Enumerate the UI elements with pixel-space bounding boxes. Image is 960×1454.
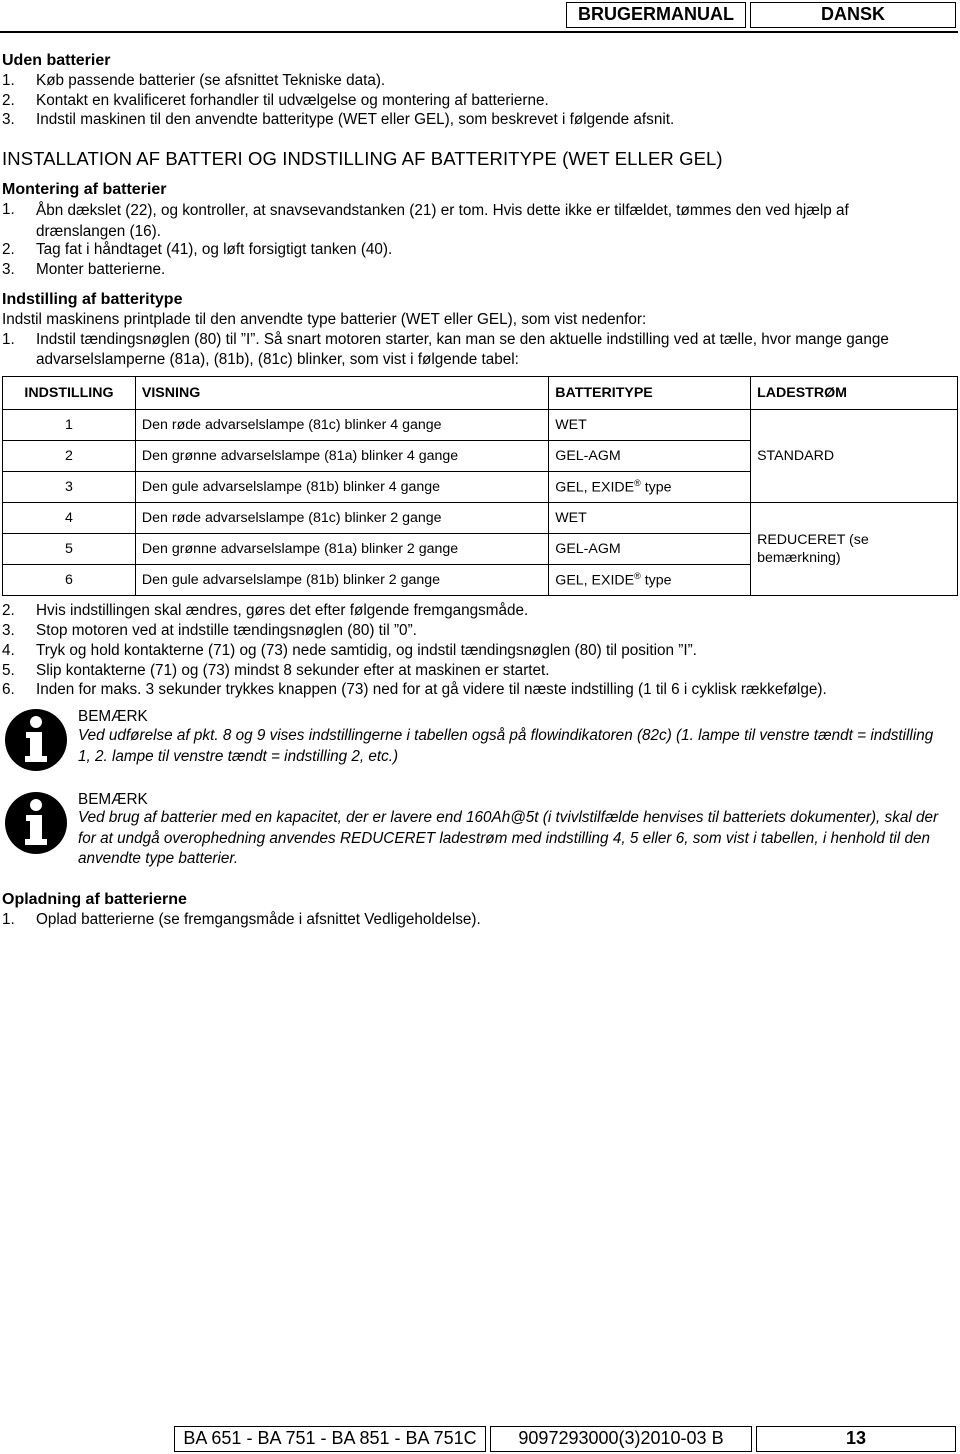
list-number: 5. [2, 662, 15, 679]
column-header-batteritype: BATTERITYPE [549, 377, 751, 410]
section-title-uden-batterier: Uden batterier [2, 52, 111, 69]
list-number: 1. [2, 331, 15, 348]
cell-display: Den røde advarselslampe (81c) blinker 4 gange [135, 410, 548, 441]
list-number: 3. [2, 622, 15, 639]
list-item: Køb passende batterier (se afsnittet Tekniske data). [36, 72, 386, 89]
cell-battery-type: GEL-AGM [549, 534, 751, 565]
list-item: Kontakt en kvalificeret forhandler til udvælgelse og montering af batterierne. [36, 92, 549, 109]
section-heading-installation: INSTALLATION AF BATTERI OG INDSTILLING AF BATTERITYPE (WET ELLER GEL) [2, 148, 723, 169]
list-number: 2. [2, 602, 15, 619]
column-header-visning: VISNING [135, 377, 548, 410]
list-number: 6. [2, 681, 15, 698]
step1-first-part: Indstil tændingsnøglen (80) til ”I”. [36, 331, 264, 348]
list-item: Stop motoren ved at indstille tændingsnøglen (80) til ”0”. [36, 622, 417, 639]
list-item: Slip kontakterne (71) og (73) mindst 8 sekunder efter at maskinen er startet. [36, 662, 550, 679]
note-body: Ved brug af batterier med en kapacitet, der er lavere end 160Ah@5t (i tvivlstilfælde henvises til batteriets dokumenter), skal der for at undgå overophedning anvendes REDUCERET ladestrøm med indstilling 4, 5 eller 6, som vist i tabellen, i henhold til den anvendte type batterier. [78, 809, 939, 867]
note-body: Ved udførelse af pkt. 8 og 9 vises indstillingerne i tabellen også på flowindikatoren (82c) (1. lampe til venstre tændt = indstilling 1, 2. lampe til venstre tændt = indstilling 2, etc.) [78, 727, 934, 765]
header-language: DANSK [750, 2, 956, 28]
header-rule [0, 31, 958, 33]
list-item: Åbn dækslet (22), og kontroller, at snavsevandstanken (21) er tom. Hvis dette ikke er tilfældet, tømmes den ved hjælp af drænslangen (16). [36, 202, 849, 240]
cell-display: Den gule advarselslampe (81b) blinker 4 gange [135, 472, 548, 503]
info-icon [4, 791, 68, 855]
list-item: Hvis indstillingen skal ændres, gøres det efter følgende fremgangsmåde. [36, 602, 529, 619]
list-number: 2. [2, 92, 15, 109]
cell-battery-type: WET [549, 503, 751, 534]
cell-battery-type: WET [549, 410, 751, 441]
cell-setting: 2 [3, 441, 136, 472]
list-item [36, 330, 956, 370]
note-title: BEMÆRK [78, 791, 148, 808]
note-title: BEMÆRK [78, 708, 148, 725]
table-row [3, 503, 958, 534]
list-number: 2. [2, 241, 15, 258]
battery-type-suffix: type [640, 479, 672, 496]
cell-charge-standard: STANDARD [751, 410, 958, 503]
list-number: 4. [2, 642, 15, 659]
cell-setting: 1 [3, 410, 136, 441]
cell-setting: 5 [3, 534, 136, 565]
list-number: 1. [2, 72, 15, 89]
list-number: 1. [2, 201, 15, 218]
cell-display: Den grønne advarselslampe (81a) blinker 2 gange [135, 534, 548, 565]
cell-battery-type: GEL-AGM [549, 441, 751, 472]
list-number: 1. [2, 911, 15, 928]
cell-display: Den røde advarselslampe (81c) blinker 2 gange [135, 503, 548, 534]
list-number: 3. [2, 111, 15, 128]
registered-mark: ® [634, 571, 641, 582]
footer-page-number: 13 [756, 1426, 956, 1452]
section-title-opladning: Opladning af batterierne [2, 891, 187, 908]
footer-doc-code: 9097293000(3)2010-03 B [490, 1426, 752, 1452]
cell-setting: 4 [3, 503, 136, 534]
list-item: Inden for maks. 3 sekunder trykkes knappen (73) ned for at gå videre til næste indstilling (1 til 6 i cyklisk rækkefølge). [36, 681, 827, 698]
battery-type-text: GEL, EXIDE [555, 479, 635, 496]
column-header-indstilling: INDSTILLING [3, 377, 136, 410]
cell-battery-type [549, 565, 751, 596]
battery-type-text: GEL, EXIDE [555, 572, 635, 589]
table-row [3, 410, 958, 441]
cell-setting: 6 [3, 565, 136, 596]
indstilling-intro: Indstil maskinens printplade til den anvendte type batterier (WET eller GEL), som vist nedenfor: [2, 311, 647, 328]
battery-type-suffix: type [640, 572, 672, 589]
footer-models: BA 651 - BA 751 - BA 851 - BA 751C [174, 1426, 486, 1452]
subsection-title-montering: Montering af batterier [2, 181, 167, 198]
header-manual-title: BRUGERMANUAL [566, 2, 746, 28]
cell-battery-type [549, 472, 751, 503]
info-icon [4, 708, 68, 772]
battery-settings-table [2, 376, 958, 596]
cell-charge-reduced: REDUCERET (se bemærkning) [751, 503, 958, 596]
table-header-row [3, 377, 958, 410]
list-item: Monter batterierne. [36, 261, 166, 278]
cell-display: Den gule advarselslampe (81b) blinker 2 gange [135, 565, 548, 596]
subsection-title-indstilling: Indstilling af batteritype [2, 291, 183, 308]
cell-display: Den grønne advarselslampe (81a) blinker 4 gange [135, 441, 548, 472]
list-item: Tag fat i håndtaget (41), og løft forsigtigt tanken (40). [36, 241, 393, 258]
step1-second-part: Så snart motoren starter, kan man se den aktuelle indstilling ved at tælle, hvor mange gange advarselslamperne (81a), (81b), (81c) blinker, som vist i følgende tabel: [36, 331, 889, 368]
list-number: 3. [2, 261, 15, 278]
list-item: Indstil maskinen til den anvendte batteritype (WET eller GEL), som beskrevet i følgende afsnit. [36, 111, 675, 128]
list-item: Tryk og hold kontakterne (71) og (73) nede samtidig, og indstil tændingsnøglen (80) til position ”I”. [36, 642, 697, 659]
list-item: Oplad batterierne (se fremgangsmåde i afsnittet Vedligeholdelse). [36, 911, 481, 928]
column-header-ladestrom: LADESTRØM [751, 377, 958, 410]
cell-setting: 3 [3, 472, 136, 503]
registered-mark: ® [634, 478, 641, 489]
